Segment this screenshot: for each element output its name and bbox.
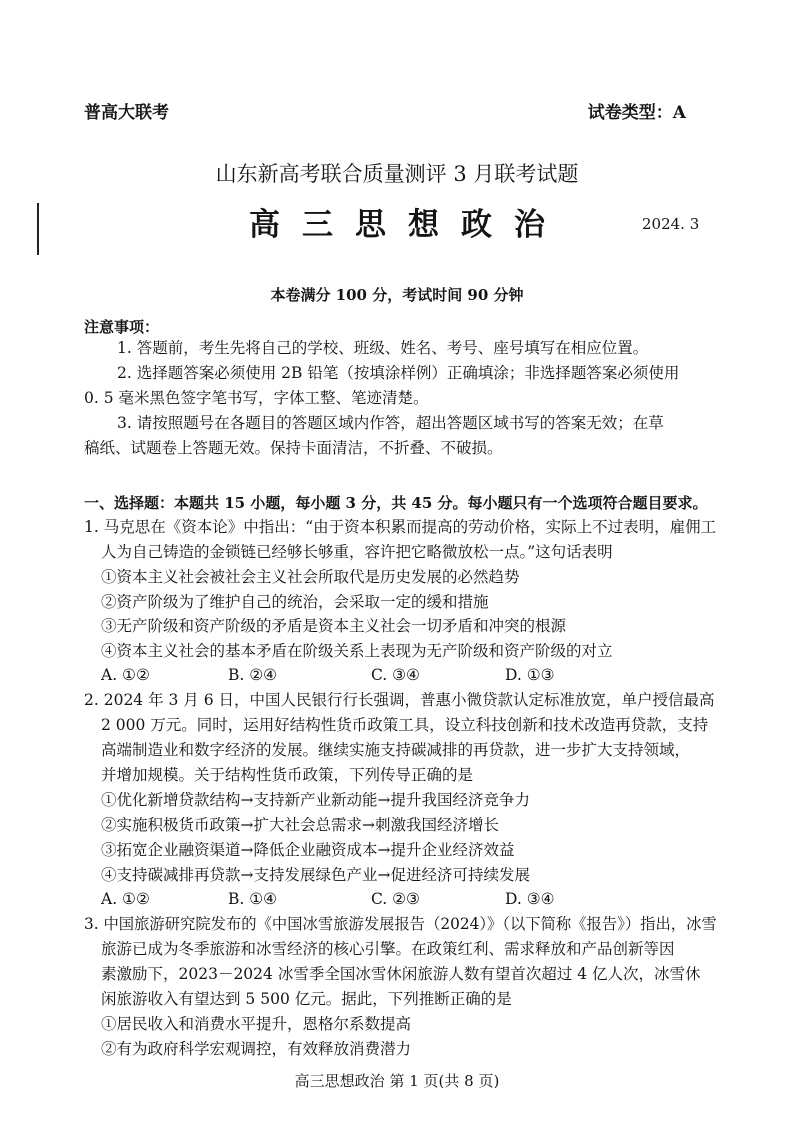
question-stem-line: 旅游已成为冬季旅游和冰雪经济的核心引擎。在政策红利、需求释放和产品创新等因 xyxy=(101,940,675,958)
question-stem-line: 高端制造业和数字经济的发展。继续实施支持碳减排的再贷款，进一步扩大支持领域， xyxy=(101,741,691,759)
question-stem-line: 闲旅游收入有望达到 5 500 亿元。据此，下列推断正确的是 xyxy=(101,990,512,1008)
question-stem-line: 人为自己铸造的金锁链已经够长够重，容许把它略微放松一点。”这句话表明 xyxy=(101,543,613,561)
statement: ①居民收入和消费水平提升，恩格尔系数提高 xyxy=(101,1015,412,1033)
option-c: C. ②③ xyxy=(371,890,420,908)
question-stem-line: 2 000 万元。同时，运用好结构性货币政策工具，设立科技创新和技术改造再贷款，支持 xyxy=(101,716,709,734)
option-a: A. ①② xyxy=(101,666,150,684)
option-b: B. ①④ xyxy=(228,890,278,908)
option-a: A. ①② xyxy=(101,890,150,908)
notice-line: 0. 5 毫米黑色签字笔书写，字体工整、笔迹清楚。 xyxy=(84,389,429,407)
exam-series-label: 普高大联考 xyxy=(84,103,169,123)
option-d: D. ③④ xyxy=(505,890,555,908)
option-d: D. ①③ xyxy=(505,666,555,684)
notice-heading: 注意事项： xyxy=(84,318,160,336)
option-b: B. ②④ xyxy=(228,666,278,684)
subject-title: 高三思想政治 xyxy=(249,207,567,243)
statement: ③拓宽企业融资渠道→降低企业融资成本→提升企业经济效益 xyxy=(101,841,515,859)
notice-line: 3. 请按照题号在各题目的答题区域内作答，超出答题区域书写的答案无效；在草 xyxy=(117,414,664,432)
question-stem-line: 素激励下，2023－2024 冰雪季全国冰雪休闲旅游人数有望首次超过 4 亿人次，冰雪休 xyxy=(101,965,701,983)
question-stem-line: 并增加规模。关于结构性货币政策，下列传导正确的是 xyxy=(101,766,474,784)
exam-title: 山东新高考联合质量测评 3 月联考试题 xyxy=(215,162,579,186)
statement: ②实施积极货币政策→扩大社会总需求→刺激我国经济增长 xyxy=(101,816,499,834)
notice-line: 2. 选择题答案必须使用 2B 铅笔（按填涂样例）正确填涂；非选择题答案必须使用 xyxy=(117,364,680,382)
statement: ②资产阶级为了维护自己的统治，会采取一定的缓和措施 xyxy=(101,593,489,611)
page-footer: 高三思想政治 第 1 页(共 8 页) xyxy=(294,1072,500,1090)
statement: ①优化新增贷款结构→支持新产业新动能→提升我国经济竞争力 xyxy=(101,791,530,809)
statement: ①资本主义社会被社会主义社会所取代是历史发展的必然趋势 xyxy=(101,568,520,586)
question-stem-line: 1. 马克思在《资本论》中指出：“由于资本积累而提高的劳动价格，实际上不过表明，雇佣工 xyxy=(84,518,717,536)
paper-type-label: 试卷类型：A xyxy=(587,103,686,123)
statement: ④资本主义社会的基本矛盾在阶级关系上表现为无产阶级和资产阶级的对立 xyxy=(101,642,613,660)
exam-info: 本卷满分 100 分，考试时间 90 分钟 xyxy=(270,286,524,304)
exam-date: 2024. 3 xyxy=(642,215,700,233)
question-stem-line: 3. 中国旅游研究院发布的《中国冰雪旅游发展报告（2024）》（以下简称《报告》）指出，冰雪 xyxy=(84,915,717,933)
statement: ③无产阶级和资产阶级的矛盾是资本主义社会一切矛盾和冲突的根源 xyxy=(101,617,567,635)
statement: ②有为政府科学宏观调控，有效释放消费潜力 xyxy=(101,1040,412,1058)
statement: ④支持碳减排再贷款→支持发展绿色产业→促进经济可持续发展 xyxy=(101,866,530,884)
notice-line: 稿纸、试题卷上答题无效。保持卡面清洁，不折叠、不破损。 xyxy=(84,439,503,457)
section-heading: 一、选择题：本题共 15 小题，每小题 3 分，共 45 分。每小题只有一个选项符合题目要求。 xyxy=(84,494,708,512)
option-c: C. ③④ xyxy=(371,666,420,684)
notice-line: 1. 答题前，考生先将自己的学校、班级、姓名、考号、座号填写在相应位置。 xyxy=(117,339,649,357)
question-stem-line: 2. 2024 年 3 月 6 日，中国人民银行行长强调，普惠小微贷款认定标准放宽，单户授信最高 xyxy=(84,691,715,709)
